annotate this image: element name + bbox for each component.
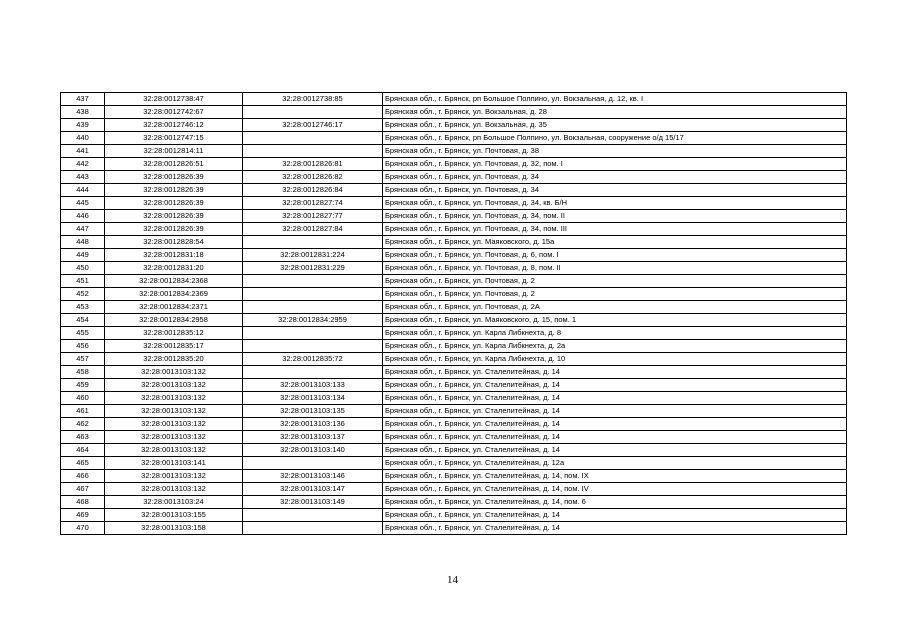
table-body (61, 93, 847, 535)
sub-cadastral-number-cell: 32:28:0012826:81 (243, 158, 383, 171)
row-number-cell: 452 (61, 288, 105, 301)
cadastral-number-cell: 32:28:0013103:24 (105, 496, 243, 509)
table-row (61, 509, 847, 522)
sub-cadastral-number-cell (243, 327, 383, 340)
table-row (61, 132, 847, 145)
table-row (61, 405, 847, 418)
sub-cadastral-number-cell (243, 106, 383, 119)
address-cell: Брянская обл., г. Брянск, ул. Маяковского, д. 15, пом. 1 (383, 314, 847, 327)
row-number-cell: 460 (61, 392, 105, 405)
table-row (61, 470, 847, 483)
cadastral-number-cell: 32:28:0013103:132 (105, 431, 243, 444)
sub-cadastral-number-cell: 32:28:0012827:74 (243, 197, 383, 210)
table-row (61, 236, 847, 249)
table-row (61, 314, 847, 327)
cadastral-number-cell: 32:28:0012834:2371 (105, 301, 243, 314)
sub-cadastral-number-cell: 32:28:0012827:77 (243, 210, 383, 223)
cadastral-number-cell: 32:28:0012746:12 (105, 119, 243, 132)
row-number-cell: 438 (61, 106, 105, 119)
cadastral-number-cell: 32:28:0012738:47 (105, 93, 243, 106)
cadastral-number-cell: 32:28:0012831:20 (105, 262, 243, 275)
sub-cadastral-number-cell (243, 132, 383, 145)
table-row (61, 522, 847, 535)
table-row (61, 106, 847, 119)
row-number-cell: 458 (61, 366, 105, 379)
cadastral-number-cell: 32:28:0012834:2369 (105, 288, 243, 301)
cadastral-number-cell: 32:28:0012747:15 (105, 132, 243, 145)
address-cell: Брянская обл., г. Брянск, ул. Почтовая, д. 2А (383, 301, 847, 314)
cadastral-number-cell: 32:28:0013103:132 (105, 483, 243, 496)
address-cell: Брянская обл., г. Брянск, ул. Почтовая, д. 32, пом. I (383, 158, 847, 171)
cadastral-number-cell: 32:28:0012834:2368 (105, 275, 243, 288)
row-number-cell: 454 (61, 314, 105, 327)
row-number-cell: 459 (61, 379, 105, 392)
table-row (61, 353, 847, 366)
page-number: 14 (447, 574, 458, 586)
sub-cadastral-number-cell (243, 509, 383, 522)
table-row (61, 366, 847, 379)
address-cell: Брянская обл., г. Брянск, ул. Почтовая, д. 34, кв. Б/Н (383, 197, 847, 210)
sub-cadastral-number-cell: 32:28:0013103:140 (243, 444, 383, 457)
cadastral-number-cell: 32:28:0013103:132 (105, 392, 243, 405)
table-row (61, 210, 847, 223)
address-cell: Брянская обл., г. Брянск, ул. Вокзальная, д. 28 (383, 106, 847, 119)
address-cell: Брянская обл., г. Брянск, ул. Почтовая, д. 34, пом. II (383, 210, 847, 223)
table-row (61, 327, 847, 340)
cadastral-number-cell: 32:28:0013103:132 (105, 418, 243, 431)
table-row (61, 444, 847, 457)
row-number-cell: 468 (61, 496, 105, 509)
row-number-cell: 443 (61, 171, 105, 184)
address-cell: Брянская обл., г. Брянск, ул. Сталелитейная, д. 14 (383, 366, 847, 379)
address-cell: Брянская обл., г. Брянск, ул. Почтовая, д. 2 (383, 275, 847, 288)
table-row (61, 158, 847, 171)
row-number-cell: 463 (61, 431, 105, 444)
sub-cadastral-number-cell: 32:28:0012738:85 (243, 93, 383, 106)
row-number-cell: 461 (61, 405, 105, 418)
row-number-cell: 453 (61, 301, 105, 314)
sub-cadastral-number-cell: 32:28:0013103:133 (243, 379, 383, 392)
cadastral-number-cell: 32:28:0012828:54 (105, 236, 243, 249)
table-row (61, 379, 847, 392)
table-row (61, 262, 847, 275)
sub-cadastral-number-cell (243, 288, 383, 301)
cadastral-number-cell: 32:28:0013103:132 (105, 444, 243, 457)
table-row (61, 184, 847, 197)
cadastral-number-cell: 32:28:0012814:11 (105, 145, 243, 158)
address-cell: Брянская обл., г. Брянск, ул. Маяковского, д. 15а (383, 236, 847, 249)
sub-cadastral-number-cell: 32:28:0013103:136 (243, 418, 383, 431)
address-cell: Брянская обл., г. Брянск, ул. Почтовая, д. 8, пом. II (383, 262, 847, 275)
sub-cadastral-number-cell: 32:28:0012831:229 (243, 262, 383, 275)
cadastral-number-cell: 32:28:0012826:39 (105, 197, 243, 210)
table-row (61, 483, 847, 496)
address-cell: Брянская обл., г. Брянск, ул. Сталелитейная, д. 14 (383, 379, 847, 392)
address-cell: Брянская обл., г. Брянск, ул. Сталелитейная, д. 14 (383, 444, 847, 457)
address-cell: Брянская обл., г. Брянск, ул. Почтовая, д. 2 (383, 288, 847, 301)
sub-cadastral-number-cell: 32:28:0012827:84 (243, 223, 383, 236)
address-cell: Брянская обл., г. Брянск, ул. Почтовая, д. 34 (383, 184, 847, 197)
sub-cadastral-number-cell: 32:28:0013103:135 (243, 405, 383, 418)
cadastral-number-cell: 32:28:0012826:51 (105, 158, 243, 171)
address-cell: Брянская обл., г. Брянск, ул. Сталелитейная, д. 14, пом. IV (383, 483, 847, 496)
table-row (61, 457, 847, 470)
address-cell: Брянская обл., г. Брянск, ул. Сталелитейная, д. 14 (383, 392, 847, 405)
table-row (61, 223, 847, 236)
address-cell: Брянская обл., г. Брянск, рп Большое Полпино, ул. Вокзальная, д. 12, кв. I (383, 93, 847, 106)
sub-cadastral-number-cell: 32:28:0013103:147 (243, 483, 383, 496)
row-number-cell: 439 (61, 119, 105, 132)
row-number-cell: 445 (61, 197, 105, 210)
row-number-cell: 464 (61, 444, 105, 457)
address-cell: Брянская обл., г. Брянск, ул. Почтовая, д. 34 (383, 171, 847, 184)
table-row (61, 145, 847, 158)
cadastral-number-cell: 32:28:0013103:132 (105, 405, 243, 418)
address-cell: Брянская обл., г. Брянск, ул. Карла Либкнехта, д. 10 (383, 353, 847, 366)
row-number-cell: 456 (61, 340, 105, 353)
table-row (61, 418, 847, 431)
address-cell: Брянская обл., г. Брянск, ул. Карла Либкнехта, д. 2а (383, 340, 847, 353)
address-cell: Брянская обл., г. Брянск, ул. Сталелитейная, д. 14, пом. 6 (383, 496, 847, 509)
address-cell: Брянская обл., г. Брянск, ул. Сталелитейная, д. 14 (383, 405, 847, 418)
sub-cadastral-number-cell (243, 145, 383, 158)
table-row (61, 301, 847, 314)
sub-cadastral-number-cell: 32:28:0012831:224 (243, 249, 383, 262)
cadastral-number-cell: 32:28:0012826:39 (105, 210, 243, 223)
table-row (61, 288, 847, 301)
sub-cadastral-number-cell (243, 457, 383, 470)
table-row (61, 340, 847, 353)
row-number-cell: 448 (61, 236, 105, 249)
row-number-cell: 465 (61, 457, 105, 470)
row-number-cell: 444 (61, 184, 105, 197)
row-number-cell: 442 (61, 158, 105, 171)
table-row (61, 119, 847, 132)
row-number-cell: 447 (61, 223, 105, 236)
row-number-cell: 451 (61, 275, 105, 288)
table-row (61, 249, 847, 262)
row-number-cell: 469 (61, 509, 105, 522)
sub-cadastral-number-cell (243, 340, 383, 353)
row-number-cell: 470 (61, 522, 105, 535)
table-row (61, 197, 847, 210)
row-number-cell: 441 (61, 145, 105, 158)
cadastral-number-cell: 32:28:0012835:20 (105, 353, 243, 366)
sub-cadastral-number-cell: 32:28:0012835:72 (243, 353, 383, 366)
row-number-cell: 457 (61, 353, 105, 366)
row-number-cell: 455 (61, 327, 105, 340)
row-number-cell: 437 (61, 93, 105, 106)
sub-cadastral-number-cell (243, 366, 383, 379)
row-number-cell: 466 (61, 470, 105, 483)
table-row (61, 275, 847, 288)
cadastral-registry-table (60, 92, 847, 535)
cadastral-number-cell: 32:28:0012826:39 (105, 171, 243, 184)
address-cell: Брянская обл., г. Брянск, ул. Сталелитейная, д. 14 (383, 509, 847, 522)
cadastral-number-cell: 32:28:0012742:67 (105, 106, 243, 119)
sub-cadastral-number-cell: 32:28:0012834:2959 (243, 314, 383, 327)
address-cell: Брянская обл., г. Брянск, ул. Почтовая, д. 38 (383, 145, 847, 158)
table-row (61, 93, 847, 106)
row-number-cell: 467 (61, 483, 105, 496)
cadastral-number-cell: 32:28:0013103:132 (105, 379, 243, 392)
cadastral-number-cell: 32:28:0012831:18 (105, 249, 243, 262)
address-cell: Брянская обл., г. Брянск, ул. Сталелитейная, д. 14, пом. IX (383, 470, 847, 483)
address-cell: Брянская обл., г. Брянск, ул. Вокзальная, д. 35 (383, 119, 847, 132)
cadastral-number-cell: 32:28:0012835:12 (105, 327, 243, 340)
address-cell: Брянская обл., г. Брянск, ул. Сталелитейная, д. 14 (383, 418, 847, 431)
row-number-cell: 449 (61, 249, 105, 262)
address-cell: Брянская обл., г. Брянск, ул. Сталелитейная, д. 12а (383, 457, 847, 470)
cadastral-number-cell: 32:28:0013103:132 (105, 470, 243, 483)
row-number-cell: 462 (61, 418, 105, 431)
sub-cadastral-number-cell: 32:28:0013103:149 (243, 496, 383, 509)
address-cell: Брянская обл., г. Брянск, ул. Почтовая, д. 34, пом. III (383, 223, 847, 236)
cadastral-number-cell: 32:28:0012826:39 (105, 184, 243, 197)
sub-cadastral-number-cell: 32:28:0013103:146 (243, 470, 383, 483)
table-row (61, 171, 847, 184)
address-cell: Брянская обл., г. Брянск, ул. Почтовая, д. 6, пом. I (383, 249, 847, 262)
cadastral-number-cell: 32:28:0012835:17 (105, 340, 243, 353)
table-row (61, 431, 847, 444)
table-row (61, 496, 847, 509)
sub-cadastral-number-cell: 32:28:0013103:134 (243, 392, 383, 405)
table-row (61, 392, 847, 405)
sub-cadastral-number-cell (243, 301, 383, 314)
address-cell: Брянская обл., г. Брянск, ул. Карла Либкнехта, д. 8 (383, 327, 847, 340)
address-cell: Брянская обл., г. Брянск, ул. Сталелитейная, д. 14 (383, 431, 847, 444)
address-cell: Брянская обл., г. Брянск, рп Большое Полпино, ул. Вокзальная, сооружение о/д 15/17 (383, 132, 847, 145)
cadastral-number-cell: 32:28:0013103:155 (105, 509, 243, 522)
cadastral-number-cell: 32:28:0013103:132 (105, 366, 243, 379)
sub-cadastral-number-cell (243, 275, 383, 288)
sub-cadastral-number-cell (243, 522, 383, 535)
row-number-cell: 440 (61, 132, 105, 145)
row-number-cell: 446 (61, 210, 105, 223)
address-cell: Брянская обл., г. Брянск, ул. Сталелитейная, д. 14 (383, 522, 847, 535)
sub-cadastral-number-cell: 32:28:0012826:82 (243, 171, 383, 184)
cadastral-number-cell: 32:28:0012826:39 (105, 223, 243, 236)
cadastral-number-cell: 32:28:0013103:141 (105, 457, 243, 470)
sub-cadastral-number-cell: 32:28:0012826:84 (243, 184, 383, 197)
cadastral-number-cell: 32:28:0013103:158 (105, 522, 243, 535)
cadastral-number-cell: 32:28:0012834:2958 (105, 314, 243, 327)
sub-cadastral-number-cell: 32:28:0012746:17 (243, 119, 383, 132)
sub-cadastral-number-cell: 32:28:0013103:137 (243, 431, 383, 444)
row-number-cell: 450 (61, 262, 105, 275)
sub-cadastral-number-cell (243, 236, 383, 249)
